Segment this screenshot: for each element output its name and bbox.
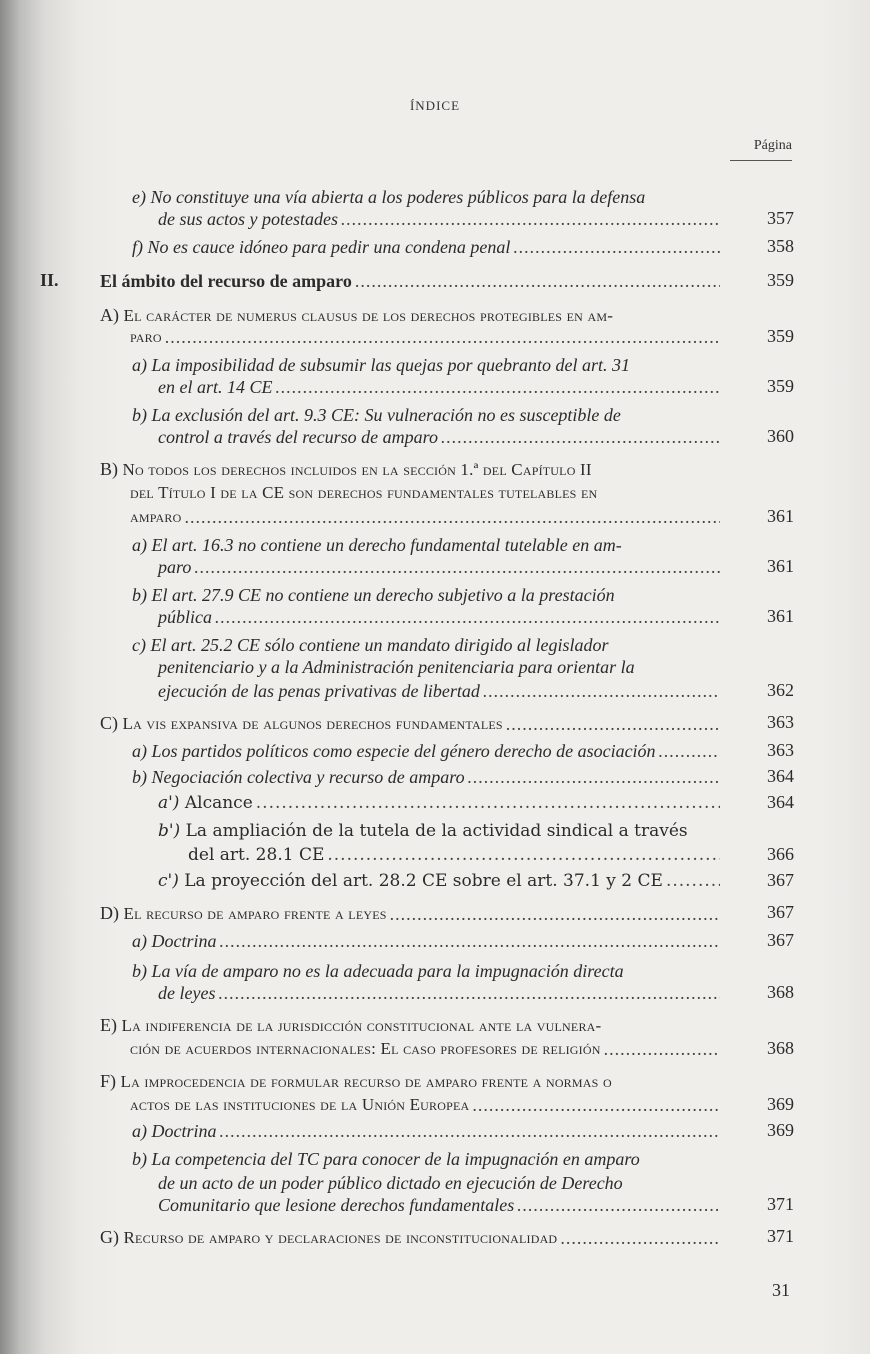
entry-Cba: a') Alcance ..... bbox=[158, 792, 724, 814]
entry-Bc-line2: penitenciario y a la Administración penitenciaria para orientar la bbox=[158, 657, 635, 677]
entry-Fb-line2: de un acto de un poder público dictado en ejecución de Derecho bbox=[158, 1173, 623, 1193]
page-number: 359 bbox=[767, 326, 794, 346]
entry-B-line3: amparo ..... bbox=[130, 506, 724, 528]
page-number: 358 bbox=[767, 236, 794, 256]
page-number: 367 bbox=[767, 930, 794, 950]
entry-F-line1: F) La improcedencia de formular recurso de amparo frente a normas o bbox=[100, 1071, 612, 1091]
page-number: 363 bbox=[767, 712, 794, 732]
page-number: 363 bbox=[767, 740, 794, 760]
entry-F-line2: actos de las instituciones de la Unión Europea ..... bbox=[130, 1094, 724, 1116]
entry-Da: a) Doctrina ..... bbox=[132, 930, 724, 952]
page-number: 361 bbox=[767, 606, 794, 626]
section-numeral: II. bbox=[40, 270, 59, 290]
entry-Db-line1: b) La vía de amparo no es la adecuada para la impugnación directa bbox=[132, 961, 624, 981]
entry-Aa-line1: a) La imposibilidad de subsumir las quejas por quebranto del art. 31 bbox=[132, 355, 631, 375]
page-number: 367 bbox=[767, 902, 794, 922]
entry-C: C) La vis expansiva de algunos derechos fundamentales ..... bbox=[100, 712, 724, 735]
entry-D: D) El recurso de amparo frente a leyes ..... bbox=[100, 902, 724, 925]
entry-Fb-line3: Comunitario que lesione derechos fundamentales ..... bbox=[158, 1194, 724, 1216]
page-number: 371 bbox=[767, 1226, 794, 1246]
entry-A-line1: A) El carácter de numerus clausus de los derechos protegibles en am- bbox=[100, 305, 614, 325]
page-number: 368 bbox=[767, 982, 794, 1002]
page-number: 361 bbox=[767, 506, 794, 526]
entry-Ba-line2: paro ..... bbox=[158, 556, 724, 578]
page-number: 360 bbox=[767, 426, 794, 446]
entry-Aa-line2: en el art. 14 CE ..... bbox=[158, 376, 724, 398]
entry-Cb: b) Negociación colectiva y recurso de amparo ..... bbox=[132, 766, 724, 788]
entry-Ab-line2: control a través del recurso de amparo ..... bbox=[158, 426, 724, 448]
entry-e-line1: e) No constituye una vía abierta a los poderes públicos para la defensa bbox=[132, 187, 646, 207]
page-number: 359 bbox=[767, 270, 794, 290]
entry-Cbc: c') La proyección del art. 28.2 CE sobre el art. 37.1 y 2 CE ..... bbox=[158, 870, 724, 892]
page-number: 359 bbox=[767, 376, 794, 396]
entry-Fb-line1: b) La competencia del TC para conocer de la impugnación en amparo bbox=[132, 1149, 640, 1169]
page-number: 369 bbox=[767, 1120, 794, 1140]
entry-E-line2: ción de acuerdos internacionales: El caso profesores de religión ..... bbox=[130, 1038, 724, 1060]
page-number: 366 bbox=[767, 844, 794, 864]
entry-B-line1: B) No todos los derechos incluidos en la sección 1.ª del Capítulo II bbox=[100, 459, 592, 479]
entry-G: G) Recurso de amparo y declaraciones de inconstitucionalidad ..... bbox=[100, 1226, 724, 1249]
entry-Ba-line1: a) El art. 16.3 no contiene un derecho fundamental tutelable en am- bbox=[132, 535, 622, 555]
entry-E-line1: E) La indiferencia de la jurisdicción constitucional ante la vulnera- bbox=[100, 1015, 602, 1035]
entry-Bb-line2: pública ..... bbox=[158, 606, 724, 628]
entry-Ca: a) Los partidos políticos como especie del género derecho de asociación ..... bbox=[132, 740, 724, 762]
column-rule bbox=[730, 160, 792, 161]
section-II: El ámbito del recurso de amparo ..... bbox=[100, 270, 724, 292]
page-title: ÍNDICE bbox=[409, 98, 461, 113]
page-number: 371 bbox=[767, 1194, 794, 1214]
page-number: 364 bbox=[767, 792, 794, 812]
page-folio: 31 bbox=[772, 1280, 790, 1300]
page-number: 357 bbox=[767, 208, 794, 228]
entry-A-line2: paro ..... bbox=[130, 326, 724, 348]
entry-Cbb-line2: del art. 28.1 CE ..... bbox=[188, 844, 724, 866]
page-number: 361 bbox=[767, 556, 794, 576]
page-number: 367 bbox=[767, 870, 794, 890]
entry-Bc-line3: ejecución de las penas privativas de libertad ..... bbox=[158, 680, 724, 702]
entry-Bc-line1: c) El art. 25.2 CE sólo contiene un mandato dirigido al legislador bbox=[132, 635, 609, 655]
entry-Cbb-line1: b') La ampliación de la tutela de la actividad sindical a través bbox=[158, 821, 688, 841]
entry-B-line2: del Título I de la CE son derechos fundamentales tutelables en bbox=[130, 483, 598, 502]
entry-Fa: a) Doctrina ..... bbox=[132, 1120, 724, 1142]
entry-Db-line2: de leyes ..... bbox=[158, 982, 724, 1004]
column-label: Página bbox=[753, 138, 792, 153]
page-number: 362 bbox=[767, 680, 794, 700]
page-number: 369 bbox=[767, 1094, 794, 1114]
entry-e-line2: de sus actos y potestades ..... bbox=[158, 208, 724, 230]
entry-Ab-line1: b) La exclusión del art. 9.3 CE: Su vulneración no es susceptible de bbox=[132, 405, 621, 425]
entry-f: f) No es cauce idóneo para pedir una condena penal ..... bbox=[132, 236, 724, 258]
page-number: 364 bbox=[767, 766, 794, 786]
page-number: 368 bbox=[767, 1038, 794, 1058]
entry-Bb-line1: b) El art. 27.9 CE no contiene un derecho subjetivo a la prestación bbox=[132, 585, 615, 605]
